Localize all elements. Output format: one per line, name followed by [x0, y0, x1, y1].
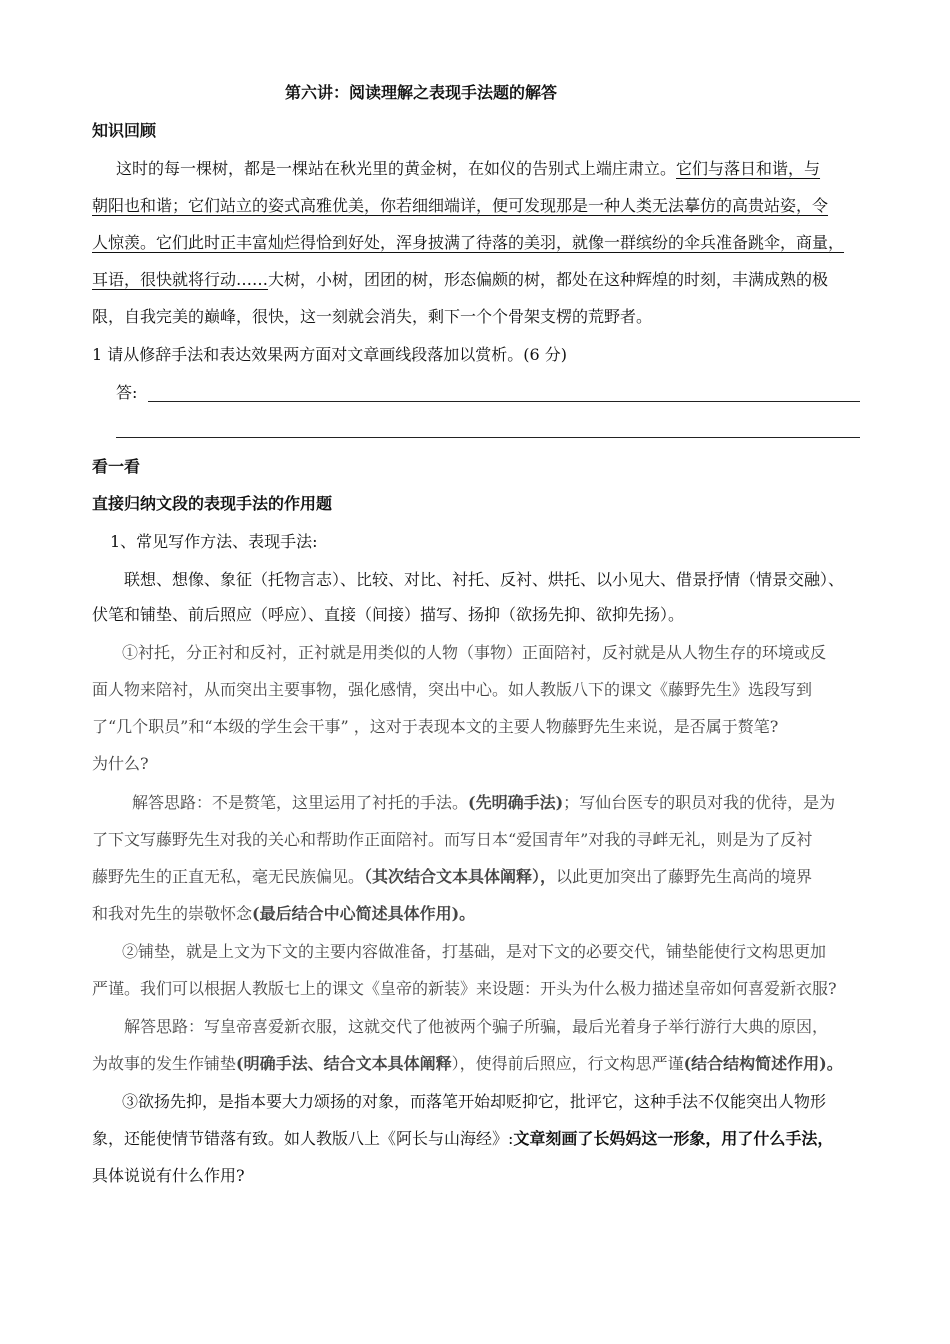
praise-line-1: ③欲扬先抑，是指本要大力颂扬的对象，而落笔开始却贬抑它，批评它，这种手法不仅能突出人物形	[122, 1092, 827, 1111]
answer-1-line-3	[92, 866, 812, 888]
answer-hint: (明确手法、结合文本具体阐释	[236, 1054, 452, 1073]
contrast-line-1: ①衬托，分正衬和反衬，正衬就是用类似的人物（事物）正面陪衬，反衬就是从人物生存的环境或反	[122, 643, 827, 662]
contrast-line-4: 为什么?	[92, 754, 149, 773]
methods-line-1: 联想、想像、象征（托物言志）、比较、对比、衬托、反衬、烘托、以小见大、借景抒情（情景交融）、	[124, 570, 845, 589]
passage-line-1	[116, 158, 820, 180]
praise-line-3: 具体说说有什么作用?	[92, 1166, 245, 1185]
answer-hint: （其次结合文本具体阐释），	[364, 867, 557, 886]
passage-line-3: 人惊羡。它们此时正丰富灿烂得恰到好处，浑身披满了待落的美羽，就像一群缤纷的伞兵准备跳伞，商量，	[92, 233, 845, 252]
passage-text: 这时的每一棵树，都是一棵站在秋光里的黄金树，在如仪的告别式上端庄肃立。	[116, 159, 677, 178]
answer-line-1[interactable]	[148, 401, 860, 402]
answer-text: 和我对先生的崇敬怀念	[92, 904, 253, 923]
foreshadow-line-2: 严谨。我们可以根据人教版七上的课文《皇帝的新装》来设题：开头为什么极力描述皇帝如何喜爱新衣服?	[92, 979, 837, 998]
underlined-text: 它们与落日和谐，与	[676, 159, 821, 178]
answer-text: ；写仙台医专的职员对我的优待，是为	[563, 793, 836, 812]
passage-line-4	[92, 269, 828, 291]
contrast-line-3: 了“几个职员”和“本级的学生会干事” ，这对于表现本文的主要人物藤野先生来说，是否属于赘笔?	[92, 717, 779, 736]
answer-2-line-1: 解答思路：写皇帝喜爱新衣服，这就交代了他被两个骗子所骗，最后光着身子举行游行大典的原因，	[124, 1017, 829, 1036]
passage-line-2: 朝阳也和谐；它们站立的姿式高雅优美，你若细细端详，便可发现那是一种人类无法摹仿的高贵站姿，令	[92, 196, 829, 215]
contrast-line-2: 面人物来陪衬，从而突出主要事物，强化感情，突出中心。如人教版八下的课文《藤野先生》选段写到	[92, 680, 813, 699]
answer-1-line-4	[92, 903, 475, 925]
answer-text: ），使得前后照应，行文构思严谨	[451, 1054, 684, 1073]
answer-label: 答:	[116, 383, 138, 402]
answer-text: 为故事的发生作铺垫	[92, 1054, 237, 1073]
answer-line-2[interactable]	[116, 437, 860, 438]
praise-text: 象，还能使情节错落有致。如人教版八上《阿长与山海经》:	[92, 1129, 514, 1148]
answer-1-line-2: 了下文写藤野先生对我的关心和帮助作正面陪衬。而写日本“爱国青年”对我的寻衅无礼，则是为了反衬	[92, 830, 813, 849]
foreshadow-line-1: ②铺垫，就是上文为下文的主要内容做准备，打基础，是对下文的必要交代，铺垫能使行文构思更加	[122, 942, 827, 961]
answer-text: 解答思路：不是赘笔，这里运用了衬托的手法。	[132, 793, 469, 812]
question-1: 1 请从修辞手法和表达效果两方面对文章画线段落加以赏析。(6 分)	[92, 345, 568, 364]
methods-line-2: 伏笔和铺垫、前后照应（呼应）、直接（间接）描写、扬抑（欲扬先抑、欲抑先扬）。	[92, 605, 685, 624]
answer-hint: (先明确手法)	[468, 793, 564, 812]
section-heading-methods: 直接归纳文段的表现手法的作用题	[92, 494, 333, 513]
answer-hint: (最后结合中心简述具体作用)。	[252, 904, 476, 923]
answer-hint: (结合结构简述作用)。	[683, 1054, 843, 1073]
passage-line-5: 限，自我完美的巅峰，很快，这一刻就会消失，剩下一个个骨架支楞的荒野者。	[92, 307, 653, 326]
item-1-heading: 1、常见写作方法、表现手法:	[110, 532, 318, 551]
answer-text: 以此更加突出了藤野先生高尚的境界	[556, 867, 813, 886]
praise-line-2	[92, 1128, 833, 1150]
underlined-text: 耳语，很快就将行动……	[92, 270, 269, 289]
answer-1-line-1	[132, 792, 835, 814]
passage-text: 大树，小树，团团的树，形态偏颇的树，都处在这种辉煌的时刻，丰满成熟的极	[268, 270, 829, 289]
praise-question: 文章刻画了长妈妈这一形象，用了什么手法，	[513, 1129, 834, 1148]
section-heading-review: 知识回顾	[92, 121, 157, 140]
page-title: 第六讲：阅读理解之表现手法题的解答	[285, 83, 558, 102]
answer-text: 藤野先生的正直无私，毫无民族偏见。	[92, 867, 365, 886]
answer-2-line-2	[92, 1053, 843, 1075]
section-heading-look: 看一看	[92, 457, 141, 476]
